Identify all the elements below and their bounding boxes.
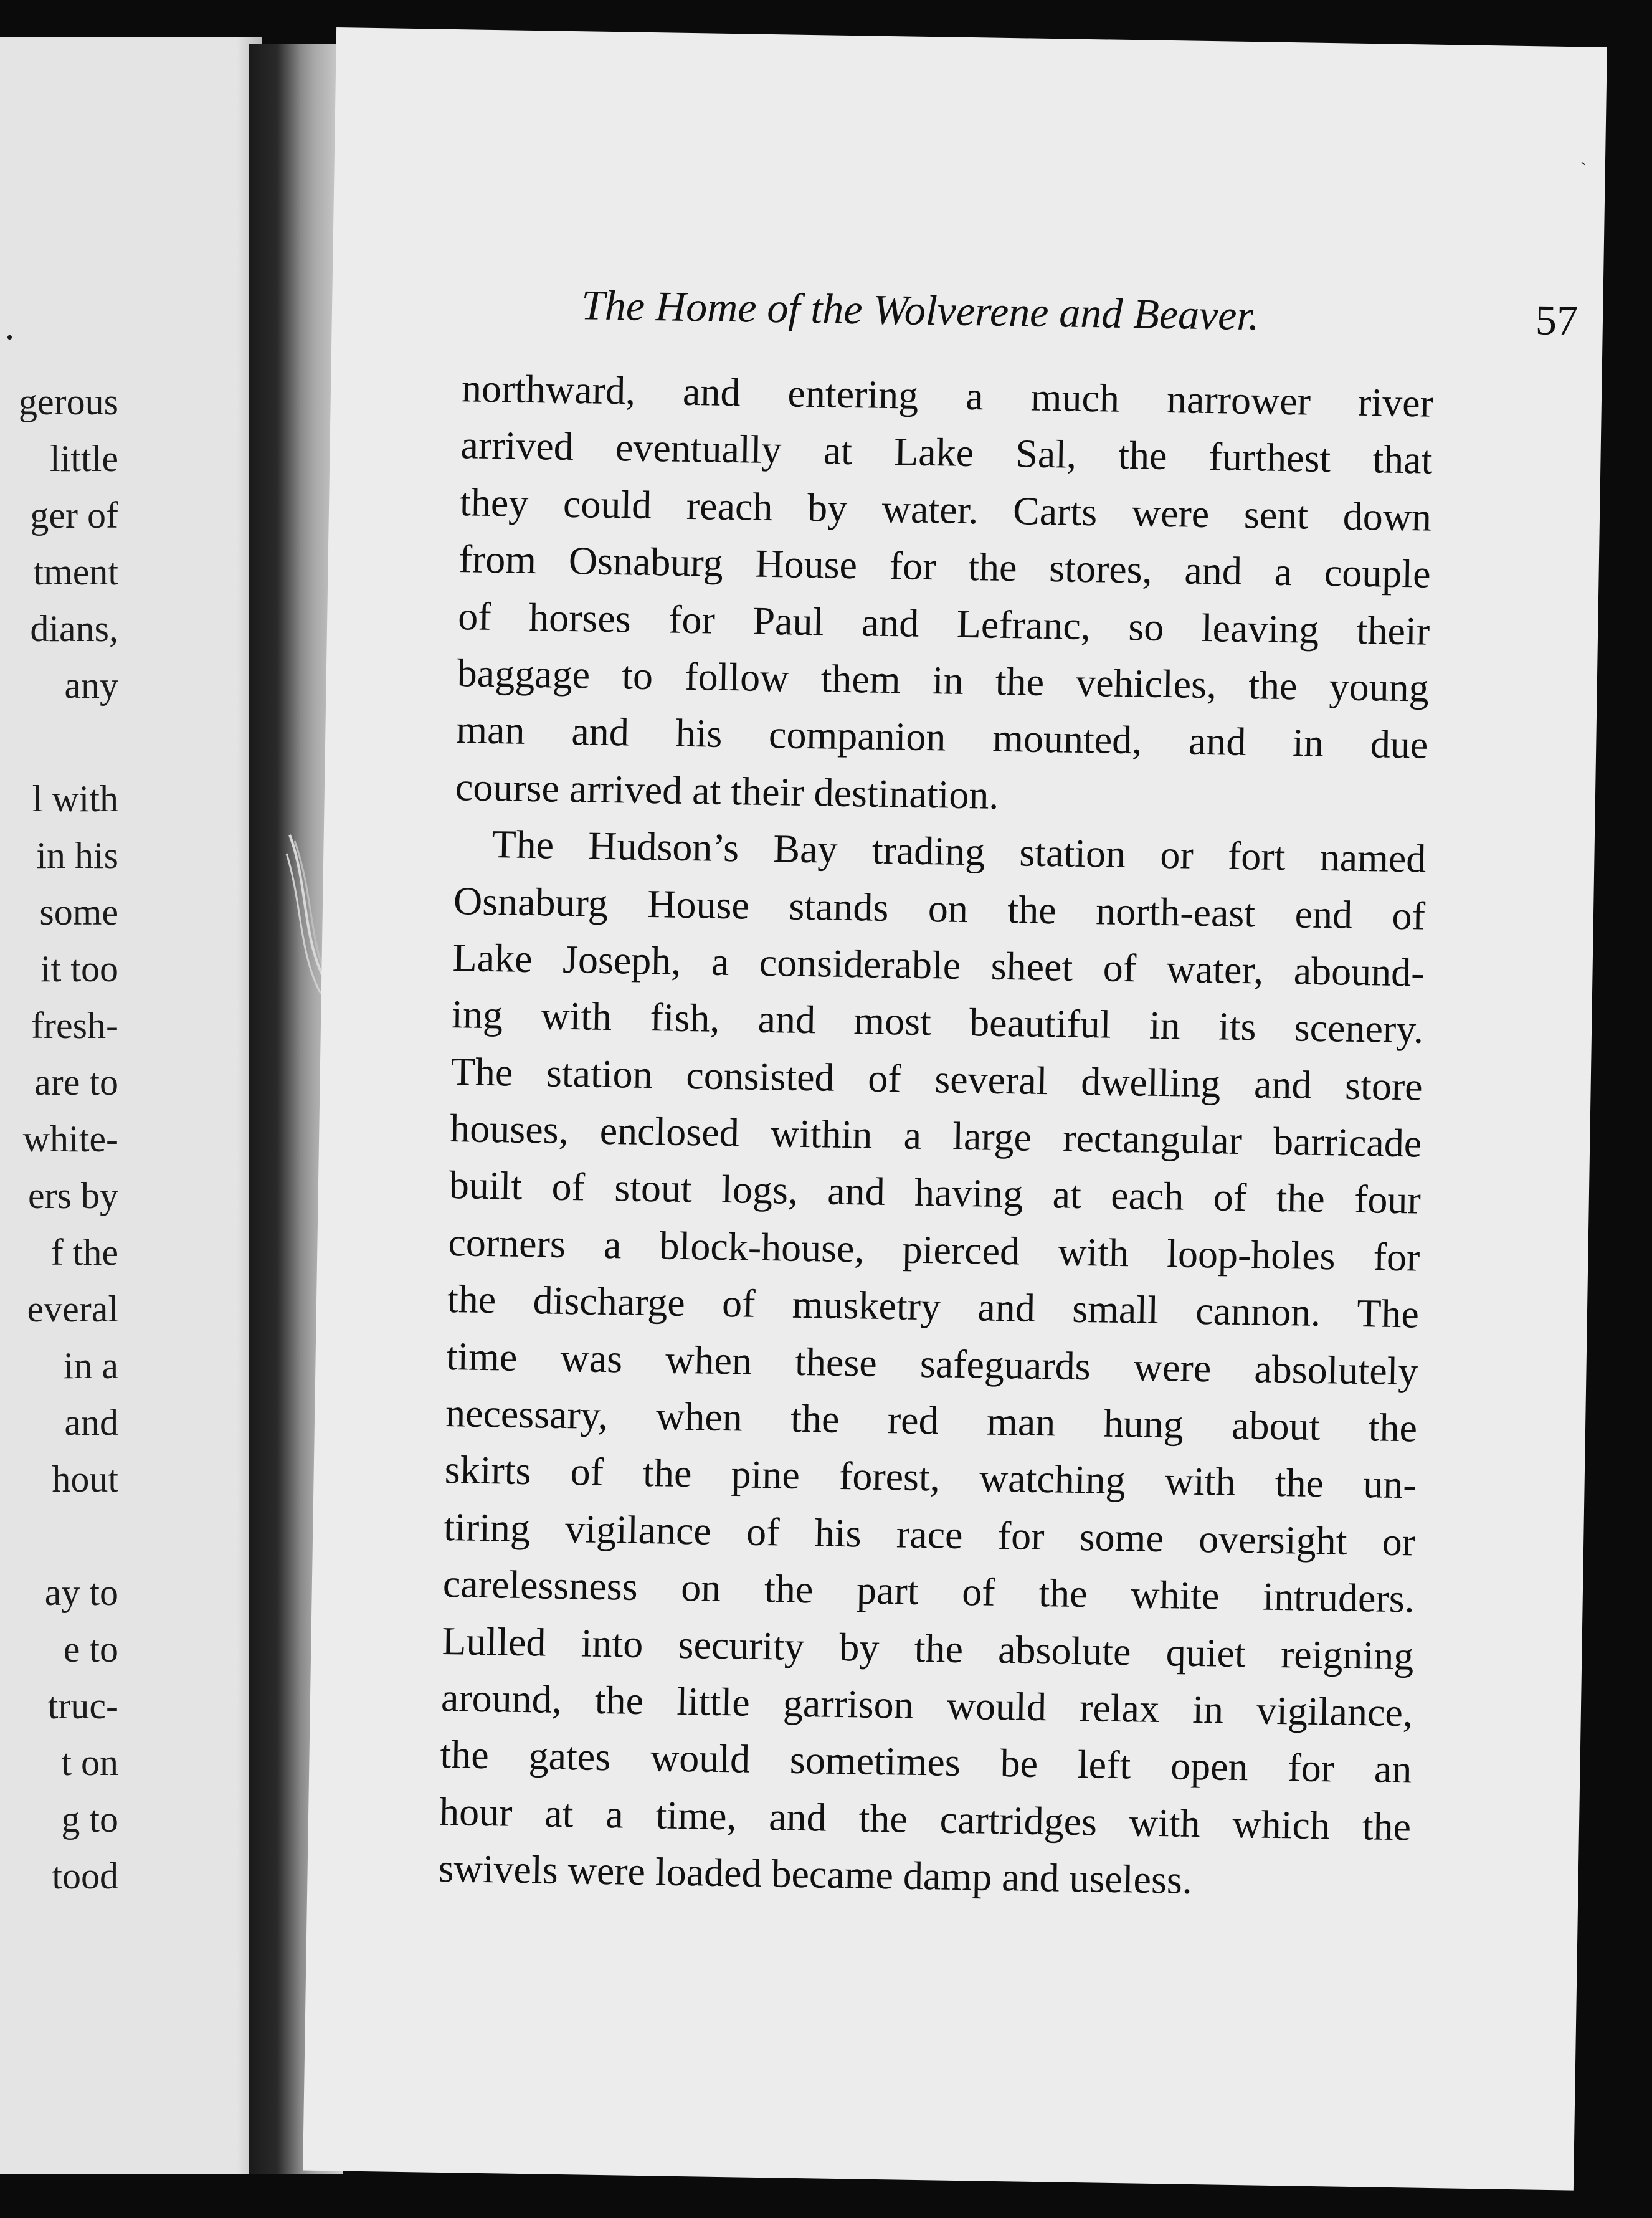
left-page-line: white-	[22, 1118, 118, 1159]
text-line: the gates would sometimes be left open for an	[440, 1732, 1412, 1792]
text-line: northward, and entering a much narrower river	[461, 366, 1434, 426]
text-line: built of stout logs, and having at each of the four	[449, 1163, 1422, 1223]
left-page	[0, 37, 262, 2174]
text-line: arrived eventually at Lake Sal, the furthest that	[460, 422, 1433, 483]
left-page-line: l with	[32, 778, 118, 819]
left-page-line: fresh-	[31, 1005, 118, 1046]
text-line: the discharge of musketry and small cannon. The	[447, 1277, 1420, 1336]
left-page-line: some	[39, 892, 118, 933]
page-speck: `	[1580, 159, 1587, 180]
body-text	[438, 359, 1434, 1912]
text-line: Lulled into security by the absolute quiet reigning	[441, 1618, 1414, 1678]
text-line: swivels were loaded became damp and useless.	[438, 1846, 1193, 1903]
left-page-line: dians,	[30, 608, 118, 649]
left-page-line: are to	[34, 1062, 118, 1103]
page-number: 57	[1535, 296, 1578, 345]
left-page-line: hout	[52, 1459, 118, 1500]
text-line: skirts of the pine forest, watching with the un-	[444, 1447, 1417, 1507]
left-page-line: it too	[40, 948, 118, 989]
text-line: of horses for Paul and Lefranc, so leaving their	[457, 593, 1430, 654]
text-line: hour at a time, and the cartridges with which the	[439, 1789, 1412, 1849]
left-page-line: gerous	[19, 381, 118, 422]
left-page-line: everal	[27, 1288, 118, 1330]
left-page-line: ger of	[30, 495, 118, 536]
left-page-line: ers by	[28, 1175, 118, 1216]
left-page-line: any	[64, 665, 118, 706]
left-page-line: g to	[61, 1799, 118, 1840]
text-line: time was when these safeguards were absolutely	[446, 1333, 1419, 1394]
left-page-line: and	[64, 1402, 118, 1443]
left-page-line: in a	[63, 1345, 118, 1386]
book-page	[303, 27, 1607, 2191]
text-line: Lake Joseph, a considerable sheet of water, abound-	[452, 935, 1425, 995]
text-line: The Hudson’s Bay trading station or fort named	[491, 822, 1427, 881]
text-line: ing with fish, and most beautiful in its scenery.	[451, 992, 1424, 1052]
left-page-line: tood	[52, 1855, 118, 1897]
text-line: around, the little garrison would relax in vigilance,	[440, 1675, 1413, 1735]
paragraph	[455, 359, 1433, 831]
text-line: they could reach by water. Carts were sent down	[459, 479, 1432, 540]
text-line: from Osnaburg House for the stores, and a couple	[458, 536, 1431, 596]
left-page-line	[0, 714, 118, 771]
running-head	[581, 280, 1578, 364]
text-line: course arrived at their destination.	[455, 764, 1000, 817]
text-line: corners a block-house, pierced with loop-holes for	[447, 1219, 1420, 1280]
text-line: houses, enclosed within a large rectangular barricade	[449, 1106, 1422, 1166]
text-line: necessary, when the red man hung about the	[445, 1391, 1418, 1450]
text-line: The station consisted of several dwelling and store	[450, 1049, 1423, 1109]
text-line: carelessness on the part of the white intruders.	[442, 1561, 1415, 1621]
left-page-line: tment	[33, 551, 118, 593]
left-page-line	[0, 1508, 118, 1564]
left-page-text	[0, 374, 118, 1905]
left-page-line: e to	[63, 1629, 118, 1670]
left-page-line: in his	[36, 835, 118, 876]
left-page-line: little	[50, 438, 118, 479]
running-head-title: The Home of the Wolverene and Beaver.	[581, 281, 1260, 340]
text-line: baggage to follow them in the vehicles, the young	[457, 650, 1430, 710]
left-page-line: truc-	[47, 1685, 118, 1726]
left-page-line: t on	[61, 1742, 118, 1783]
text-line: tiring vigilance of his race for some oversight or	[443, 1504, 1416, 1564]
text-line: man and his companion mounted, and in due	[455, 707, 1428, 767]
left-page-line: ay to	[44, 1572, 118, 1613]
left-page-line: f the	[50, 1232, 118, 1273]
paragraph	[438, 815, 1427, 1912]
left-page-mark: .	[5, 306, 14, 347]
text-line: Osnaburg House stands on the north-east end of	[453, 878, 1426, 938]
